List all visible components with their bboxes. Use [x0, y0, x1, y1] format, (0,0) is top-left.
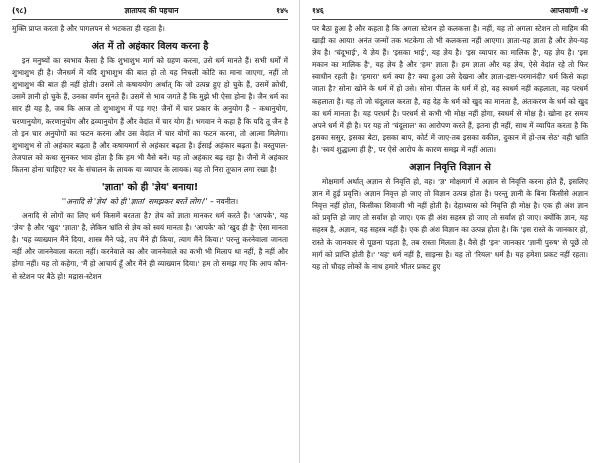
left-page-body — [12, 23, 288, 283]
left-page-header — [12, 6, 288, 20]
left-paragraph-2: अनादि से लोगों का लिए धर्म किसमें बरतता है? ज्ञेय को ज्ञाता मानकर धर्म करते हैं। 'आपके', यह 'ज्ञेय' है और 'खुद' 'ज्ञाता' है, लेकिन भ्रांति से ज्ञेय को स्वयं मानता है। 'आपके' को 'खुद ही है' ऐसा मानता है। 'यह व्याख्यान मैंने दिया, शास्त्र मैंने पढ़े, तप मैंने ही किया, त्याग मैंने किया।' परन्तु करनेवाला जानता नहीं और जाननेवाला करता नहीं। करनेवाले का और जाननेवाले का कभी भी मिलाप था नहीं, है नहीं और होगा नहीं। यह तो कहेगा, 'मैं हो आचार्य हूँ और मैंने ही व्याख्यान दिया।' हम तो समझ गए कि आप कौन-से स्टेशन पर बैठे हो! मद्रास-स्टेशन — [12, 211, 288, 281]
right-page — [302, 0, 600, 463]
section-heading-ahankar: अंत में तो अहंकार विलय करना है — [91, 41, 209, 53]
left-page-number: (९८) — [12, 6, 27, 15]
right-page-header — [312, 6, 588, 20]
left-paragraph-0: मुक्ति प्राप्त करता है और पागलपन से भटकता ही रहता है। — [12, 24, 165, 33]
section-heading-gyata-gyey: 'ज्ञाता' को ही 'ज्ञेय' बनाया! — [101, 182, 199, 194]
left-paragraph-1: इन मनुष्यों का स्वभाव कैसा है कि शुभाशुभ मार्ग को ग्रहण करना, उसे धर्म मानते हैं। सभी धर्मों में शुभाशुभ ही है। जैनधर्म में यदि शुभाशुभ की बात हो तो यह निचली कोटि का माना जाएगा, नहीं तो शुभाशुभ की बात ही नहीं होती। उसमें तो कषाययोग अर्थात् कि जो उत्पन्न हुए हो चुके हैं, उसमें क्रोधी, उसमें ज्ञानी हो चुके हैं, उनका वर्णन सुनते हैं। उसमें से भाव जगते हैं कि मुझे भी ऐसा होना है। जैन धर्म का सार ही यह है, जब कि आज तो शुभाशुभ में पड़ गए! जैनों में चार प्रकार के अनुयोग हैं – कथानुयोग, चरणानुयोग, करणानुयोग और द्रव्यानुयोग हैं और वेदांत में चार योग हैं। भगवान ने कहा है कि यदि तू जैन है तो इन चार अनुयोगों का फटन करना और उस वेदांत में चार योगों का फटन करना, तो आत्मा मिलेगा। शुभाशुभ से तो अहंकार बढ़ता है और कषायमार्ग से अहंकार बढ़ता है। ईसाई अहंकार बढ़ता है। वस्तुपाल-तेजपाल को कथा सुनकर भाव होता है कि हम भी वैसे बनें। यह तो अहंकार बढ़ रहा है। जैनों में अहंकार कितना होना चाहिए? घर के संचालन के लायक या व्यापार के लायक। यह तो निरा तूफान लगा रखा है! — [12, 56, 288, 174]
left-page — [0, 0, 298, 463]
right-page-number: १४६ — [312, 6, 324, 15]
right-book-title: आप्तवाणी -४ — [550, 6, 588, 15]
quote-source: नवनीत। — [216, 197, 239, 207]
right-paragraph-1: पर बैठा हुआ है और कहता है कि अगला स्टेशन हो कलकत्ता है। नहीं, यह तो अगला स्टेशन तो माहिम की खाड़ी का आया! अनंत जन्मों तक भटकेगा तो भी कलकत्ता नहीं आएगा। ज्ञाता-यह ज्ञाता है और ज्ञेय-यह ज्ञेय है। 'चंदूभाई', ये ज्ञेय हैं। 'इसका भाई', यह ज्ञेय है। 'इस व्यापार का मालिक है', यह ज्ञेय है। 'इस मकान का मालिक है', यह ज्ञेय है और 'हम' ज्ञाता हैं। हम ज्ञाता और यह ज्ञेय, ऐसे वेदांत रहे तो फिर स्वाधीन रहती है। 'हमारा' धर्म क्या है? क्या हुआ उसे देखना और ज्ञाता-द्रष्टा-परमानंदी? धर्म किसे कहा जाता है? सोना खोने के धर्म में हो उसे। सोना पीतल के धर्म में हो, वह स्वधर्म नहीं कहलाता, वह परधर्म कहलाता है। यह तो जो चंदूलाल करता है, वह देह के धर्म को खुद का मानता है, अंतःकरण के धर्म को खुद का धर्म मानता है। यह परधर्म है। परधर्म से कभी भी मोक्ष नहीं होगा, स्वधर्म से मोक्ष है। खोना हर समय अपने धर्म में ही है। पर यह तो 'चंदूलाल' का आरोपण करते हैं, इतना ही नहीं, साथ में व्यापित करता है कि इसका ससुर, इसका बेटा, इसका बाप, कोर्ट में जाए-तब इसका वकील, दुकान में हो-तब सेठ' वही भ्रांति है। 'स्वयं शुद्धात्मा ही है', पर ऐसे आरोप के कारण समझ में नहीं आता। — [312, 24, 588, 154]
page-gutter — [299, 0, 300, 463]
section-heading-agyan-nivrutti: अज्ञान निवृत्ति विज्ञान से — [409, 162, 491, 174]
quote-text: ''अनादि से 'ज्ञेय' को ही 'ज्ञाता' समझकर बरतें लोग।'' – — [61, 197, 214, 207]
right-page-body — [312, 23, 588, 273]
epigraph-quote — [12, 196, 288, 208]
left-book-title: ज्ञातापद की पहचान — [124, 6, 179, 15]
left-side-number: १४५ — [276, 6, 288, 15]
right-paragraph-2: मोक्षमार्ग अर्थात् अज्ञान से निवृत्ति हो, वह। 'ज्ञ' मोक्षमार्ग में अज्ञान से निवृत्ति करना होते हैं, इसलिए ज्ञान में हुई प्रवृत्ति। अज्ञान निवृत्त हो जाए तो विज्ञान उत्पन्न होता है। परन्तु ज्ञानी के बिना किसीसे अज्ञान निवृत्त नहीं होता, किसीका शिवाजी भी नहीं होती है। देहाध्यास को निवृत्ति ही मोक्ष है। एक ही अंश ज्ञान को प्रवृत्ति हो जाए तो सर्वांश हो जाए। एक ही अंश सहस्त्र हो जाए तो सर्वांश हो जाए। क्योंकि ज्ञान, यह सहस्त्र है, अज्ञान, यह सहस्त्र नहीं है। एक ही अंश विज्ञान का उत्पन्न होता है। कि 'इस रास्ते के जानकार हो, रास्ते के जानकार से पूछना पड़ता है, तब रास्ता मिलता है। वैसे ही 'इन' जानकार 'ज्ञानी पुरुष' से पूछें तो मार्ग को प्राप्ति होती है।' 'यह' धर्म नहीं है, साइन्स है। यह तो 'रियल' धर्म है। यह हमेशा प्रकट नहीं रहता। यह तो चौदह लोकों के नाथ हमारे भीतर प्रकट हुए — [312, 177, 588, 271]
